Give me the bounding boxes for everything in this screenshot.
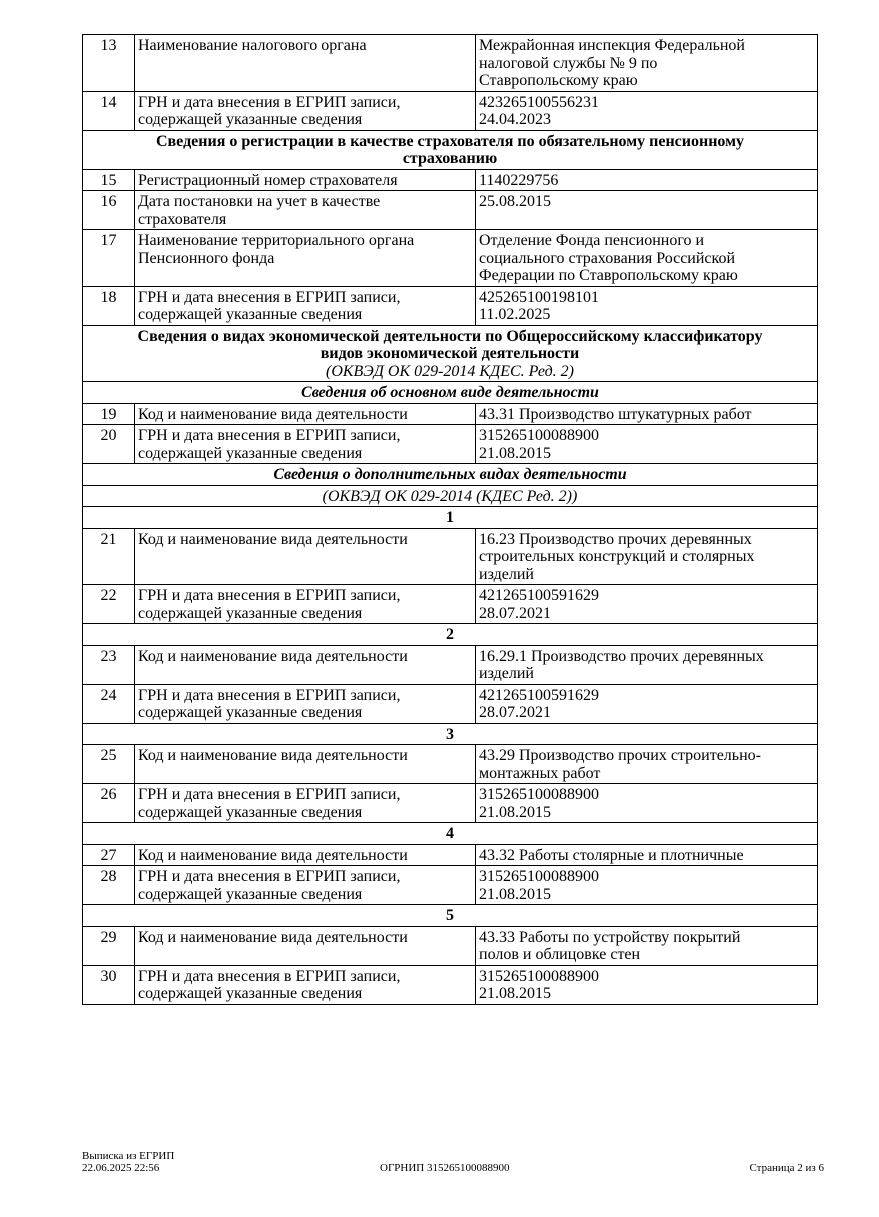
- label-line: ГРН и дата внесения в ЕГРИП записи,: [138, 93, 401, 111]
- row-value: 43.31 Производство штукатурных работ: [476, 403, 818, 425]
- row-number: 30: [83, 965, 135, 1004]
- value-line: Межрайонная инспекция Федеральной: [479, 37, 745, 54]
- row-value: [476, 585, 818, 624]
- table-row: [83, 965, 818, 1004]
- table-row: [83, 528, 818, 585]
- label-line: содержащей указанные сведения: [138, 604, 363, 622]
- label-line: содержащей указанные сведения: [138, 444, 363, 462]
- group-number: 1: [83, 507, 818, 529]
- section-title-okved: [83, 325, 818, 382]
- row-label: [135, 866, 476, 905]
- value-line: Ставропольскому краю: [479, 72, 638, 89]
- footer-left: [82, 1150, 174, 1174]
- value-line: 21.08.2015: [479, 885, 551, 903]
- footer-ogrnip: ОГРНИП 315265100088900: [380, 1162, 510, 1174]
- main-activity-heading: Сведения об основном виде деятельности: [83, 382, 818, 404]
- row-value: [476, 230, 818, 287]
- row-label: Код и наименование вида деятельности: [135, 528, 476, 585]
- label-line: содержащей указанные сведения: [138, 704, 363, 721]
- group-number: 4: [83, 823, 818, 845]
- row-label: [135, 684, 476, 723]
- group-number: 3: [83, 723, 818, 745]
- row-label: [135, 965, 476, 1004]
- value-line: 16.23 Производство прочих деревянных: [479, 530, 752, 548]
- section-header-row: [83, 325, 818, 382]
- table-row: [83, 844, 818, 866]
- value-line: 421265100591629: [479, 686, 599, 704]
- table-row: [83, 425, 818, 464]
- value-line: 21.08.2015: [479, 985, 551, 1002]
- table-row: [83, 684, 818, 723]
- label-line: страхователя: [138, 210, 227, 228]
- footer-datetime: 22.06.2025 22:56: [82, 1162, 160, 1174]
- row-number: 26: [83, 784, 135, 823]
- row-label: Код и наименование вида деятельности: [135, 844, 476, 866]
- section-title-line: Сведения о регистрации в качестве страхователя по обязательному пенсионному: [155, 132, 745, 150]
- section-header-row: [83, 130, 818, 169]
- footer-doc-name: Выписка из ЕГРИП: [82, 1150, 175, 1162]
- row-number: 28: [83, 866, 135, 905]
- row-value: [476, 965, 818, 1004]
- row-label: Код и наименование вида деятельности: [135, 403, 476, 425]
- table-row: [83, 191, 818, 230]
- value-line: полов и облицовке стен: [479, 946, 641, 963]
- section-subtitle: (ОКВЭД ОК 029-2014 КДЕС. Ред. 2): [325, 362, 574, 380]
- row-value: [476, 784, 818, 823]
- table-row: [83, 745, 818, 784]
- value-line: 21.08.2015: [479, 803, 551, 821]
- table-row: [83, 169, 818, 191]
- value-line: изделий: [479, 665, 534, 682]
- extra-activity-heading: Сведения о дополнительных видах деятельности: [83, 464, 818, 486]
- table-row: [83, 91, 818, 130]
- label-line: ГРН и дата внесения в ЕГРИП записи,: [138, 427, 401, 444]
- row-value: [476, 286, 818, 325]
- value-line: 315265100088900: [479, 967, 599, 985]
- group-row: [83, 624, 818, 646]
- row-number: 16: [83, 191, 135, 230]
- value-line: 28.07.2021: [479, 604, 551, 622]
- row-value: 25.08.2015: [476, 191, 818, 230]
- table-row: [83, 403, 818, 425]
- label-line: Наименование территориального органа: [138, 232, 415, 249]
- row-number: 19: [83, 403, 135, 425]
- table-row: [83, 926, 818, 965]
- row-label: [135, 191, 476, 230]
- row-label: [135, 425, 476, 464]
- label-line: содержащей указанные сведения: [138, 803, 363, 821]
- subsection-header-row: [83, 382, 818, 404]
- group-row: [83, 723, 818, 745]
- row-number: 29: [83, 926, 135, 965]
- table-row: [83, 866, 818, 905]
- row-label: Наименование налогового органа: [135, 35, 476, 92]
- group-row: [83, 905, 818, 927]
- row-number: 15: [83, 169, 135, 191]
- row-label: Код и наименование вида деятельности: [135, 926, 476, 965]
- value-line: 423265100556231: [479, 93, 599, 111]
- row-value: [476, 684, 818, 723]
- label-line: ГРН и дата внесения в ЕГРИП записи,: [138, 967, 401, 985]
- table-row: [83, 585, 818, 624]
- label-line: содержащей указанные сведения: [138, 885, 363, 903]
- row-value: [476, 35, 818, 92]
- row-value: [476, 425, 818, 464]
- row-label: [135, 585, 476, 624]
- section-title-line: Сведения о видах экономической деятельности по Общероссийскому классификатору: [137, 327, 763, 345]
- label-line: ГРН и дата внесения в ЕГРИП записи,: [138, 686, 401, 704]
- value-line: 43.29 Производство прочих строительно-: [479, 747, 761, 764]
- row-label: [135, 91, 476, 130]
- row-label: [135, 286, 476, 325]
- row-label: Код и наименование вида деятельности: [135, 645, 476, 684]
- row-number: 23: [83, 645, 135, 684]
- value-line: 11.02.2025: [479, 306, 551, 323]
- row-value: [476, 528, 818, 585]
- footer-page-number: Страница 2 из 6: [749, 1162, 824, 1174]
- label-line: Дата постановки на учет в качестве: [138, 193, 381, 210]
- label-line: содержащей указанные сведения: [138, 306, 363, 323]
- row-number: 24: [83, 684, 135, 723]
- row-label: [135, 784, 476, 823]
- label-line: содержащей указанные сведения: [138, 985, 363, 1002]
- value-line: 425265100198101: [479, 288, 599, 306]
- row-number: 20: [83, 425, 135, 464]
- row-number: 17: [83, 230, 135, 287]
- row-number: 21: [83, 528, 135, 585]
- value-line: 43.33 Работы по устройству покрытий: [479, 928, 741, 946]
- group-row: [83, 507, 818, 529]
- label-line: ГРН и дата внесения в ЕГРИП записи,: [138, 587, 401, 604]
- row-label: Регистрационный номер страхователя: [135, 169, 476, 191]
- label-line: ГРН и дата внесения в ЕГРИП записи,: [138, 868, 401, 885]
- group-row: [83, 823, 818, 845]
- egrip-table: [82, 34, 818, 1005]
- value-line: 21.08.2015: [479, 444, 551, 462]
- section-title-pension: [83, 130, 818, 169]
- table-row: [83, 645, 818, 684]
- value-line: изделий: [479, 565, 534, 583]
- section-title-line: страхованию: [402, 150, 498, 167]
- row-value: 43.32 Работы столярные и плотничные: [476, 844, 818, 866]
- subsection-header-row: [83, 464, 818, 486]
- label-line: содержащей указанные сведения: [138, 111, 363, 128]
- table-row: [83, 784, 818, 823]
- row-value: 1140229756: [476, 169, 818, 191]
- value-line: 315265100088900: [479, 427, 599, 444]
- row-label: [135, 230, 476, 287]
- row-number: 13: [83, 35, 135, 92]
- row-number: 27: [83, 844, 135, 866]
- value-line: Отделение Фонда пенсионного и: [479, 232, 705, 249]
- value-line: Федерации по Ставропольскому краю: [479, 267, 738, 284]
- table-row: [83, 230, 818, 287]
- value-line: 315265100088900: [479, 786, 599, 803]
- row-value: [476, 91, 818, 130]
- value-line: социального страхования Российской: [479, 249, 736, 267]
- row-value: [476, 645, 818, 684]
- row-value: [476, 866, 818, 905]
- table-row: [83, 35, 818, 92]
- value-line: 421265100591629: [479, 587, 599, 604]
- row-number: 18: [83, 286, 135, 325]
- table-row: [83, 286, 818, 325]
- section-title-line: видов экономической деятельности: [320, 345, 580, 362]
- label-line: ГРН и дата внесения в ЕГРИП записи,: [138, 786, 401, 803]
- row-number: 14: [83, 91, 135, 130]
- value-line: 24.04.2023: [479, 111, 551, 128]
- value-line: строительных конструкций и столярных: [479, 548, 755, 565]
- label-line: ГРН и дата внесения в ЕГРИП записи,: [138, 288, 401, 306]
- value-line: монтажных работ: [479, 764, 601, 782]
- row-value: [476, 926, 818, 965]
- extra-activity-classifier: (ОКВЭД ОК 029-2014 (КДЕС Ред. 2)): [83, 485, 818, 507]
- value-line: 16.29.1 Производство прочих деревянных: [479, 647, 764, 665]
- row-number: 22: [83, 585, 135, 624]
- row-label: Код и наименование вида деятельности: [135, 745, 476, 784]
- value-line: 28.07.2021: [479, 704, 551, 721]
- value-line: 315265100088900: [479, 868, 599, 885]
- value-line: налоговой службы № 9 по: [479, 54, 658, 72]
- group-number: 5: [83, 905, 818, 927]
- group-number: 2: [83, 624, 818, 646]
- subsection-subheader-row: [83, 485, 818, 507]
- row-value: [476, 745, 818, 784]
- row-number: 25: [83, 745, 135, 784]
- label-line: Пенсионного фонда: [138, 249, 275, 267]
